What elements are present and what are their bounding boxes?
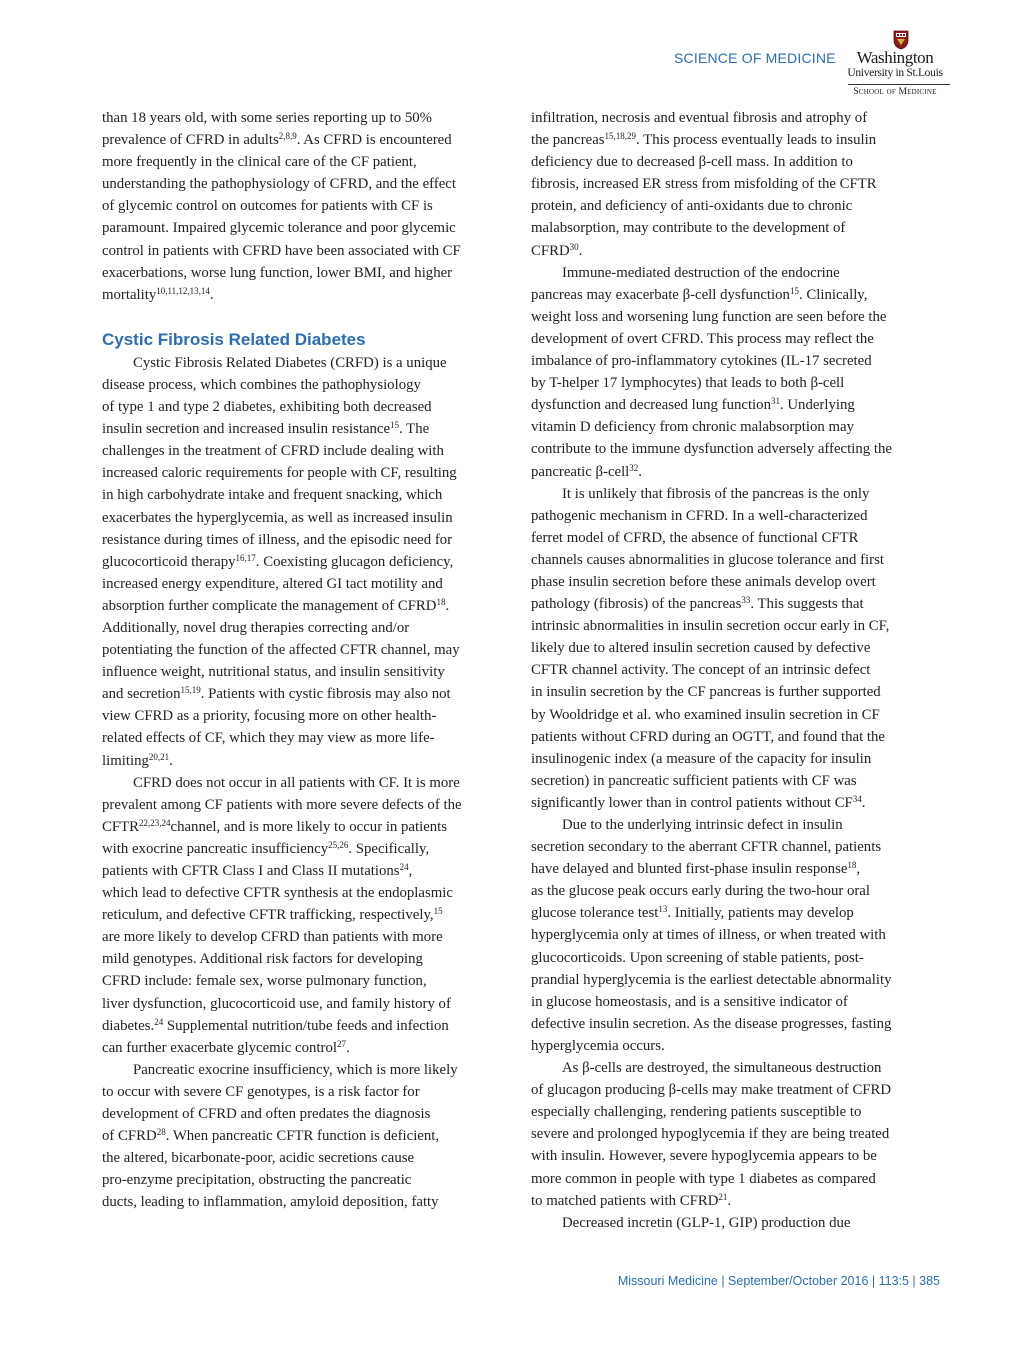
text-line: glucose tolerance test$^{13}$. Initially, patients may develop	[531, 904, 854, 922]
text-line: ducts, leading to inflammation, amyloid deposition, fatty	[102, 1194, 439, 1211]
citation-ref: 20,21	[148, 751, 170, 762]
citation-ref: 32	[629, 462, 639, 473]
text-line: protein, and deficiency of anti-oxidants due to chronic	[531, 198, 853, 215]
text-line: mortality$^{10,11,12,13,14}$.	[102, 285, 214, 303]
text-line: defective insulin secretion. As the disease progresses, fasting	[531, 1015, 892, 1032]
text-line: control in patients with CFRD have been associated with CF	[102, 242, 461, 259]
text-line: phase insulin secretion before these animals develop overt	[531, 573, 876, 590]
text-line: prevalence of CFRD in adults$^{2,8,9}$. As CFRD is encountered	[102, 131, 452, 149]
text-line: secretion secondary to the aberrant CFTR channel, patients	[531, 839, 882, 856]
text-line: CFTR$^{22,23,24}$channel, and is more likely to occur in patients	[102, 817, 448, 835]
text-line: pancreas may exacerbate β-cell dysfunction$^{15}$. Clinically,	[531, 285, 868, 303]
text-line: secretion) in pancreatic sufficient patients with CF was	[531, 772, 857, 789]
text-line: view CFRD as a priority, focusing more on other health-	[102, 708, 437, 725]
citation-ref: 15,19	[180, 685, 201, 696]
text-line: disease process, which combines the pathophysiology	[102, 376, 421, 393]
citation-ref: 21	[718, 1191, 728, 1202]
text-line: hyperglycemia occurs.	[531, 1037, 665, 1054]
citation-ref: 24	[154, 1016, 164, 1027]
text-line: increased caloric requirements for people with CF, resulting	[102, 465, 457, 482]
citation-ref: 16,17	[235, 552, 256, 563]
section-label: SCIENCE OF MEDICINE	[674, 50, 836, 66]
text-line: patients with CFTR Class I and Class II mutations$^{24}$,	[102, 862, 413, 879]
text-line: pathology (fibrosis) of the pancreas$^{33}$. This suggests that	[531, 595, 864, 613]
left-column	[102, 107, 512, 1214]
text-line: of glycemic control on outcomes for patients with CF is	[102, 198, 433, 215]
text-line: patients without CFRD during an OGTT, and found that the	[531, 728, 885, 745]
washu-logo	[840, 30, 950, 100]
text-line: development of overt CFRD. This process may reflect the	[531, 330, 874, 347]
text-line: by Wooldridge et al. who examined insulin secretion in CF	[531, 706, 880, 723]
citation-ref: 2,8,9	[278, 131, 297, 142]
text-line: are more likely to develop CFRD than patients with more	[102, 929, 443, 946]
text-line: with exocrine pancreatic insufficiency$^{25,26}$. Specifically,	[102, 839, 430, 857]
text-line: of type 1 and type 2 diabetes, exhibiting both decreased	[102, 399, 432, 416]
text-line: intrinsic abnormalities in insulin secretion occur early in CF,	[531, 618, 890, 635]
text-line: in insulin secretion by the CF pancreas is further supported	[531, 684, 881, 701]
text-line: diabetes.$^{24}$ Supplemental nutrition/tube feeds and infection	[102, 1016, 449, 1034]
text-line: resistance during times of illness, and the episodic need for	[102, 531, 453, 548]
text-line: challenges in the treatment of CFRD include dealing with	[102, 443, 444, 460]
text-line: malabsorption, may contribute to the development of	[531, 220, 846, 237]
text-line: significantly lower than in control patients without CF$^{34}$.	[531, 793, 866, 811]
text-line: glucocorticoid therapy$^{16,17}$. Coexisting glucagon deficiency,	[102, 552, 454, 570]
text-line: Decreased incretin (GLP-1, GIP) production due	[562, 1214, 851, 1231]
text-line: It is unlikely that fibrosis of the pancreas is the only	[562, 485, 870, 502]
text-line: As β-cells are destroyed, the simultaneous destruction	[562, 1060, 882, 1077]
text-line: pro-enzyme precipitation, obstructing the pancreatic	[102, 1172, 412, 1189]
text-line: exacerbates the hyperglycemia, as well as increased insulin	[102, 509, 453, 526]
text-line: imbalance of pro-inflammatory cytokines (IL-17 secreted	[531, 353, 872, 370]
logo-divider	[848, 84, 950, 85]
citation-ref: 22,23,24	[139, 817, 171, 828]
citation-ref: 30	[569, 241, 579, 252]
text-line: prandial hyperglycemia is the earliest detectable abnormality	[531, 971, 892, 988]
text-line: Additionally, novel drug therapies correcting and/or	[102, 619, 410, 636]
citation-ref: 28	[156, 1127, 166, 1138]
text-line: more frequently in the clinical care of the CF patient,	[102, 154, 417, 171]
text-line: hyperglycemia only at times of illness, or when treated with	[531, 927, 886, 944]
text-line: weight loss and worsening lung function are seen before the	[531, 308, 887, 325]
text-line: as the glucose peak occurs early during the two-hour oral	[531, 883, 870, 900]
text-line: channels causes abnormalities in glucose tolerance and first	[531, 551, 884, 568]
text-line: CFTR channel activity. The concept of an intrinsic defect	[531, 662, 871, 679]
citation-ref: 24	[399, 862, 409, 872]
logo-name: Washington	[856, 48, 934, 67]
text-line: pathogenic mechanism in CFRD. In a well-characterized	[531, 507, 868, 524]
text-line: Immune-mediated destruction of the endocrine	[562, 264, 840, 281]
citation-ref: 15	[390, 420, 400, 431]
university-crest-icon	[893, 30, 909, 50]
text-line: contribute to the immune dysfunction adversely affecting the	[531, 441, 892, 458]
text-line: more common in people with type 1 diabetes as compared	[531, 1170, 876, 1187]
text-line: understanding the pathophysiology of CFRD, and the effect	[102, 176, 456, 193]
text-line: by T-helper 17 lymphocytes) that leads to both β-cell	[531, 375, 845, 392]
left-body-text	[102, 352, 512, 1214]
text-line: have delayed and blunted first-phase insulin response$^{18}$,	[531, 860, 861, 878]
text-line: especially challenging, rendering patients susceptible to	[531, 1104, 862, 1121]
citation-ref: 18	[847, 860, 857, 871]
citation-ref: 27	[336, 1038, 346, 1049]
text-line: mild genotypes. Additional risk factors for developing	[102, 951, 423, 968]
citation-ref: 34	[852, 793, 862, 804]
text-line: which lead to defective CFTR synthesis at the endoplasmic	[102, 885, 453, 902]
text-line: can further exacerbate glycemic control$^{27}$.	[102, 1038, 350, 1056]
text-line: potentiating the function of the affected CFTR channel, may	[102, 642, 460, 659]
logo-university: University in St.Louis	[847, 67, 943, 79]
text-line: vitamin D deficiency from chronic malabsorption may	[531, 419, 854, 436]
text-line: CFRD include: female sex, worse pulmonary function,	[102, 973, 427, 990]
citation-ref: 15	[433, 906, 443, 917]
text-line: prevalent among CF patients with more severe defects of the	[102, 796, 462, 813]
citation-ref: 13	[658, 904, 668, 915]
text-line: of CFRD$^{28}$. When pancreatic CFTR function is deficient,	[102, 1127, 440, 1145]
citation-ref: 31	[770, 396, 780, 407]
citation-ref: 10,11,12,13,14	[156, 285, 210, 296]
text-line: dysfunction and decreased lung function$^{31}$. Underlying	[531, 396, 855, 414]
text-line: increased energy expenditure, altered GI tact motility and	[102, 575, 443, 592]
left-intro-text	[102, 107, 512, 306]
text-line: and secretion$^{15,19}$. Patients with cystic fibrosis may also not	[102, 685, 451, 703]
text-line: the pancreas$^{15,18,29}$. This process eventually leads to insulin	[531, 131, 877, 149]
text-line: CFRD$^{30}$.	[531, 241, 583, 259]
text-line: absorption further complicate the management of CFRD$^{18}$.	[102, 596, 450, 614]
text-line: with insulin. However, severe hypoglycemia appears to be	[531, 1148, 877, 1165]
text-line: paramount. Impaired glycemic tolerance and poor glycemic	[102, 220, 456, 237]
text-line: deficiency due to decreased β-cell mass. In addition to	[531, 154, 853, 171]
text-line: the altered, bicarbonate-poor, acidic secretions cause	[102, 1150, 415, 1167]
text-line: in high carbohydrate intake and frequent snacking, which	[102, 487, 443, 504]
text-line: liver dysfunction, glucocorticoid use, and family history of	[102, 995, 451, 1012]
text-line: insulinogenic index (a measure of the capacity for insulin	[531, 750, 872, 767]
text-line: to matched patients with CFRD$^{21}$.	[531, 1191, 732, 1209]
citation-ref: 15	[789, 285, 799, 296]
text-line: likely due to altered insulin secretion caused by defective	[531, 640, 871, 657]
citation-ref: 18	[436, 596, 446, 607]
citation-ref: 25,26	[328, 839, 349, 850]
text-line: than 18 years old, with some series reporting up to 50%	[102, 110, 432, 126]
text-line: ferret model of CFRD, the absence of functional CFTR	[531, 529, 859, 546]
text-line: Pancreatic exocrine insufficiency, which is more likely	[133, 1061, 458, 1078]
text-line: related effects of CF, which they may view as more life-	[102, 730, 435, 747]
text-line: to occur with severe CF genotypes, is a risk factor for	[102, 1083, 420, 1100]
page-footer: Missouri Medicine | September/October 2016 | 113:5 | 385	[617, 1274, 940, 1288]
text-line: insulin secretion and increased insulin resistance$^{15}$. The	[102, 420, 430, 438]
text-line: in glucose homeostasis, and is a sensitive indicator of	[531, 993, 848, 1010]
text-line: glucocorticoids. Upon screening of stable patients, post-	[531, 949, 864, 966]
citation-ref: 15,18,29	[604, 131, 637, 142]
logo-school: School of Medicine	[853, 87, 937, 97]
text-line: pancreatic β-cell$^{32}$.	[531, 462, 642, 480]
citation-ref: 33	[741, 595, 751, 606]
section-heading: Cystic Fibrosis Related Diabetes	[102, 329, 366, 349]
text-line: reticulum, and defective CFTR trafficking, respectively,$^{15}$	[102, 906, 443, 924]
text-line: Cystic Fibrosis Related Diabetes (CRFD) is a unique	[133, 354, 447, 371]
text-line: of glucagon producing β-cells may make treatment of CFRD	[531, 1082, 892, 1099]
right-body-text	[531, 107, 939, 1234]
text-line: fibrosis, increased ER stress from misfolding of the CFTR	[531, 176, 877, 193]
text-line: influence weight, nutritional status, and insulin sensitivity	[102, 664, 445, 681]
text-line: limiting$^{20,21}$.	[102, 751, 173, 769]
text-line: Due to the underlying intrinsic defect in insulin	[562, 817, 843, 833]
right-column	[531, 107, 939, 1234]
text-line: development of CFRD and often predates the diagnosis	[102, 1106, 431, 1123]
text-line: exacerbations, worse lung function, lower BMI, and higher	[102, 264, 453, 281]
text-line: infiltration, necrosis and eventual fibrosis and atrophy of	[531, 110, 868, 126]
text-line: CFRD does not occur in all patients with CF. It is more	[133, 774, 460, 791]
text-line: severe and prolonged hypoglycemia if they are being treated	[531, 1126, 890, 1143]
